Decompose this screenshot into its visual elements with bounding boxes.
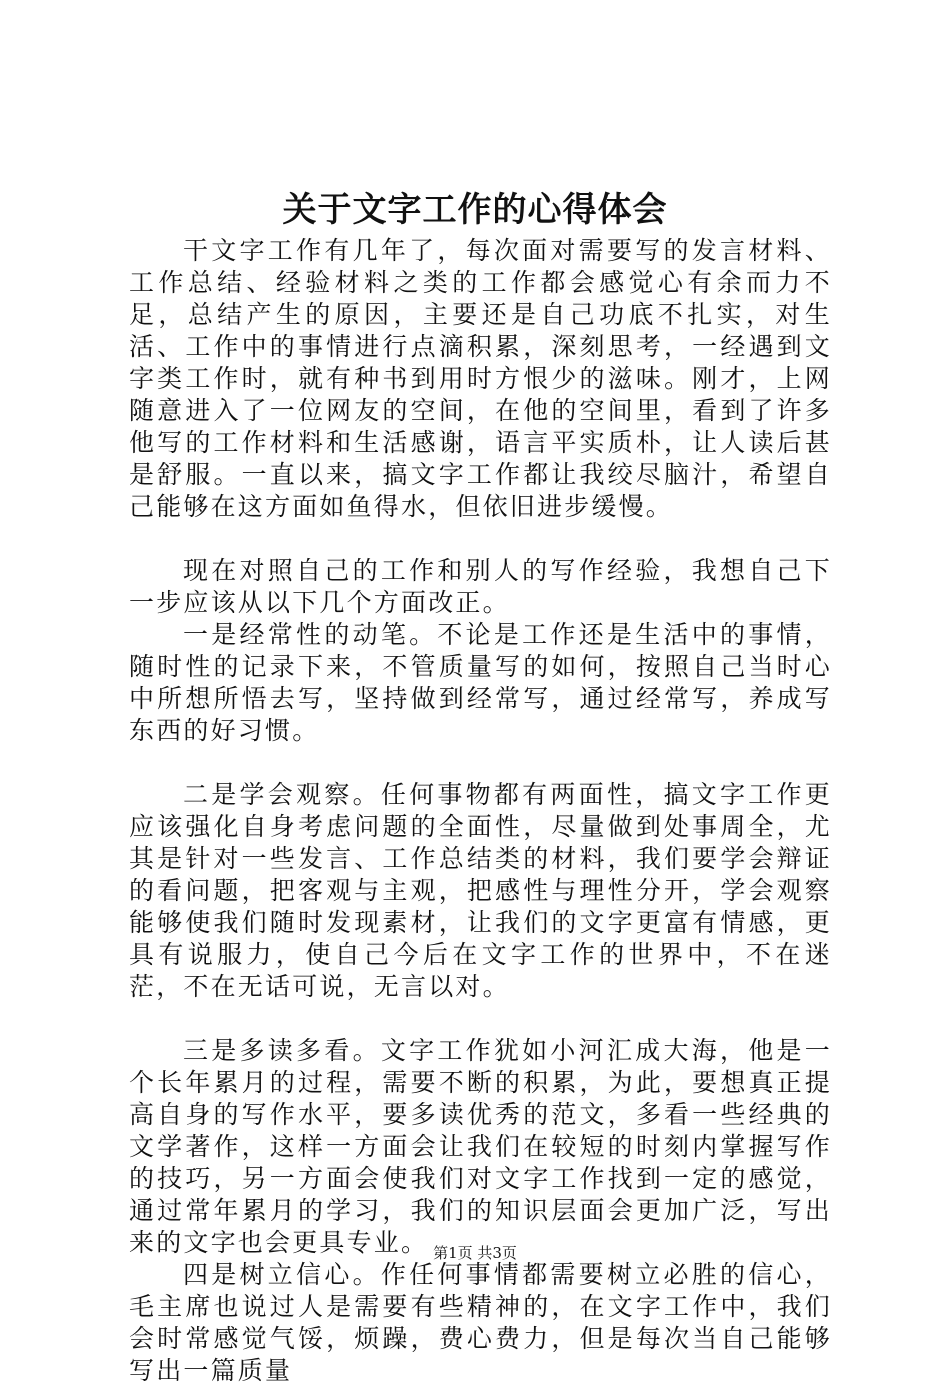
document-title: 关于文字工作的心得体会	[282, 190, 668, 230]
page-number-footer: 第1页 共3页	[433, 1244, 517, 1262]
paragraph-6: 四是树立信心。作任何事情都需要树立必胜的信心，毛主席也说过人是需要有些精神的，在文字工作中，我们会时常感觉气馁，烦躁，费心费力，但是每次当自己能够写出一篇质量	[129, 1260, 832, 1385]
paragraph-2: 现在对照自己的工作和别人的写作经验，我想自己下一步应该从以下几个方面改正。	[129, 556, 832, 617]
paragraph-5: 三是多读多看。文字工作犹如小河汇成大海，他是一个长年累月的过程，需要不断的积累，为此，要想真正提高自身的写作水平，要多读优秀的范文，多看一些经典的文学著作，这样一方面会让我们在较短的时刻内掌握写作的技巧，另一方面会使我们对文字工作找到一定的感觉，通过常年累月的学习，我们的知识层面会更加广泛，写出来的文字也会更具专业。	[129, 1036, 832, 1257]
paragraph-3: 一是经常性的动笔。不论是工作还是生活中的事情，随时性的记录下来，不管质量写的如何，按照自己当时心中所想所悟去写，坚持做到经常写，通过经常写，养成写东西的好习惯。	[129, 620, 832, 745]
paragraph-4: 二是学会观察。任何事物都有两面性，搞文字工作更应该强化自身考虑问题的全面性，尽量做到处事周全，尤其是针对一些发言、工作总结类的材料，我们要学会辩证的看问题，把客观与主观，把感性与理性分开，学会观察能够使我们随时发现素材，让我们的文字更富有情感，更具有说服力，使自己今后在文字工作的世界中，不在迷茫，不在无话可说，无言以对。	[129, 780, 832, 1001]
paragraph-1: 干文字工作有几年了，每次面对需要写的发言材料、工作总结、经验材料之类的工作都会感觉心有余而力不足，总结产生的原因，主要还是自己功底不扎实，对生活、工作中的事情进行点滴积累，深刻思考，一经遇到文字类工作时，就有种书到用时方恨少的滋味。刚才，上网随意进入了一位网友的空间，在他的空间里，看到了许多他写的工作材料和生活感谢，语言平实质朴，让人读后甚是舒服。一直以来，搞文字工作都让我绞尽脑汁，希望自己能够在这方面如鱼得水，但依旧进步缓慢。	[129, 236, 832, 521]
document-body	[129, 235, 832, 1387]
